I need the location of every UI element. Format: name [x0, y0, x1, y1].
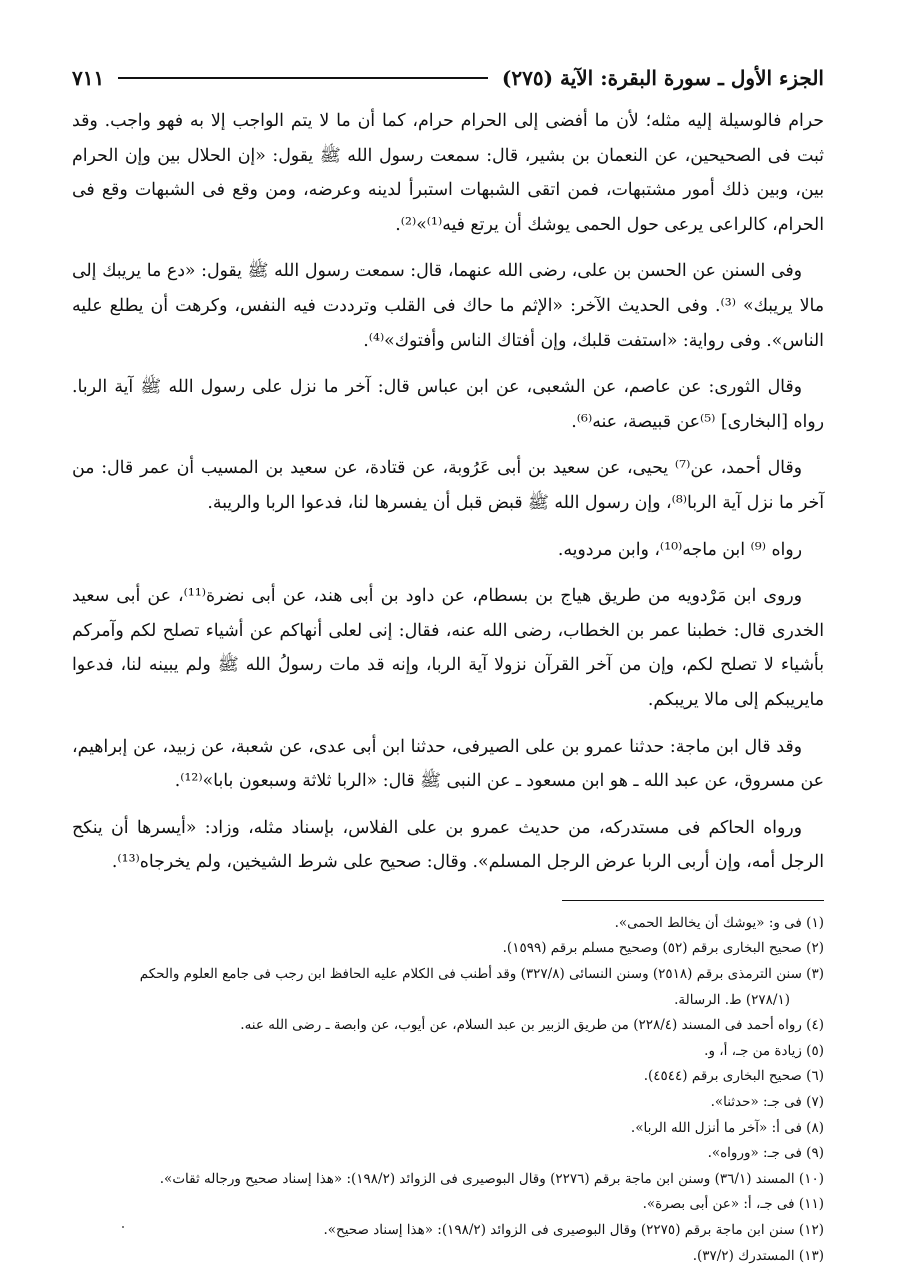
book-page — [72, 62, 824, 1264]
footnote-separator — [562, 900, 824, 901]
footnote: (٧) فى جـ: «حدثنا». — [710, 1094, 824, 1111]
paragraph: وقد قال ابن ماجة: حدثنا عمرو بن على الصيرفى، حدثنا ابن أبى عدى، عن شعبة، عن زبيد، عن إبراهيم، عن مسروق، عن عبد الله ـ هو ابن مسعود ـ عن النبى ﷺ قال: «الربا ثلاثة وسبعون بابا»⁽¹²⁾. — [72, 736, 824, 792]
footnote: (٨) فى أ: «آخر ما أنزل الله الربا». — [630, 1119, 824, 1136]
footnote: (١٢) سنن ابن ماجة برقم (٢٢٧٥) وقال البوصيرى فى الزوائد (١٩٨/٢): «هذا إسناد صحيح». — [323, 1222, 824, 1238]
footnote: (١٠) المسند (٣٦/١) وسنن ابن ماجة برقم (٢٢٧٦) وقال البوصيرى فى الزوائد (١٩٨/٢): «هذا إسناد صحيح ورجاله ثقات». — [159, 1170, 824, 1187]
paragraph: وروى ابن مَرْدويه من طريق هياج بن بسطام، عن داود بن أبى هند، عن أبى نضرة⁽¹¹⁾، عن أبى سعيد الخدرى قال: خطبنا عمر بن الخطاب، رضى الله عنه، فقال: إنى لعلى أنهاكم عن أشياء تصلح لكم وآمركم بأشياء لا تصلح لكم، وإن من آخر القرآن نزولا آية الربا، وإنه قد مات رسولُ الله ﷺ ولم يبينه لنا، فدعوا مايريبكم إلى مالا يريبكم. — [72, 586, 824, 710]
footnote: (٥) زيادة من جـ، أ، و. — [704, 1042, 824, 1059]
paragraph: حرام فالوسيلة إليه مثله؛ لأن ما أفضى إلى الحرام حرام، كما أن ما لا يتم الواجب إلا به فهو واجب. وقد ثبت فى الصحيحين، عن النعمان بن بشير، قال: سمعت رسول الله ﷺ يقول: «إن الحلال بين وإن الحرام بين، وبين ذلك أمور مشتبهات، فمن اتقى الشبهات استبرأ لدينه وعرضه، ومن وقع فى الشبهات وقع فى الحرام، كالراعى يرعى حول الحمى يوشك أن يرتع فيه⁽¹⁾»⁽²⁾. — [72, 111, 824, 235]
footnote: (٤) رواه أحمد فى المسند (٢٢٨/٤) من طريق الزبير بن عبد السلام، عن أيوب، عن وابصة ـ رضى الله عنه. — [240, 1017, 824, 1034]
running-header — [72, 62, 824, 94]
paragraph: وقال الثورى: عن عاصم، عن الشعبى، عن ابن عباس قال: آخر ما نزل على رسول الله ﷺ آية الربا. رواه [البخارى] ⁽⁵⁾عن قبيصة، عنه⁽⁶⁾. — [72, 377, 824, 432]
footnote: (٦) صحيح البخارى برقم (٤٥٤٤). — [643, 1068, 824, 1085]
paragraph: ورواه الحاكم فى مستدركه، من حديث عمرو بن على الفلاس، بإسناد مثله، وزاد: «أيسرها أن ينكح الرجل أمه، وإن أربى الربا عرض الرجل المسلم». وقال: صحيح على شرط الشيخين، ولم يخرجاه⁽¹³⁾. — [72, 817, 824, 873]
scan-speck — [122, 1226, 124, 1228]
page-number: ٧١١ — [72, 66, 105, 90]
footnote-continuation: (٢٧٨/١) ط. الرسالة. — [674, 991, 790, 1008]
header-rule — [118, 77, 488, 79]
footnote: (٢) صحيح البخارى برقم (٥٢) وصحيح مسلم برقم (١٥٩٩). — [502, 940, 824, 957]
footnote: (١٣) المستدرك (٣٧/٢). — [692, 1247, 824, 1264]
paragraph: وفى السنن عن الحسن بن على، رضى الله عنهما، قال: سمعت رسول الله ﷺ يقول: «دع ما يريبك إلى مالا يريبك» ⁽³⁾. وفى الحديث الآخر: «الإثم ما حاك فى القلب وترددت فيه النفس، وكرهت أن يطلع عليه الناس». وفى رواية: «استفت قلبك، وإن أفتاك الناس وأفتوك»⁽⁴⁾. — [72, 261, 824, 351]
footnote: (١) فى و: «يوشك أن يخالط الحمى». — [614, 914, 824, 931]
footnotes — [72, 911, 824, 1269]
main-text — [72, 104, 824, 880]
footnote: (١١) فى جـ، أ: «عن أبى بصرة». — [642, 1196, 824, 1213]
header-title: الجزء الأول ـ سورة البقرة: الآية (٢٧٥) — [501, 66, 824, 90]
footnote: (٩) فى جـ: «ورواه». — [707, 1145, 824, 1162]
paragraph: رواه ⁽⁹⁾ ابن ماجه⁽¹⁰⁾، وابن مردويه. — [557, 539, 802, 560]
paragraph: وقال أحمد، عن⁽⁷⁾ يحيى، عن سعيد بن أبى عَرُوبة، عن قتادة، عن سعيد بن المسيب أن عمر قال: من آخر ما نزل آية الربا⁽⁸⁾، وإن رسول الله ﷺ قبض قبل أن يفسرها لنا، فدعوا الربا والريبة. — [72, 458, 824, 513]
footnote: (٣) سنن الترمذى برقم (٢٥١٨) وسنن النسائى (٣٢٧/٨) وقد أطنب فى الكلام عليه الحافظ ابن رجب فى جامع العلوم والحكم — [139, 966, 824, 983]
